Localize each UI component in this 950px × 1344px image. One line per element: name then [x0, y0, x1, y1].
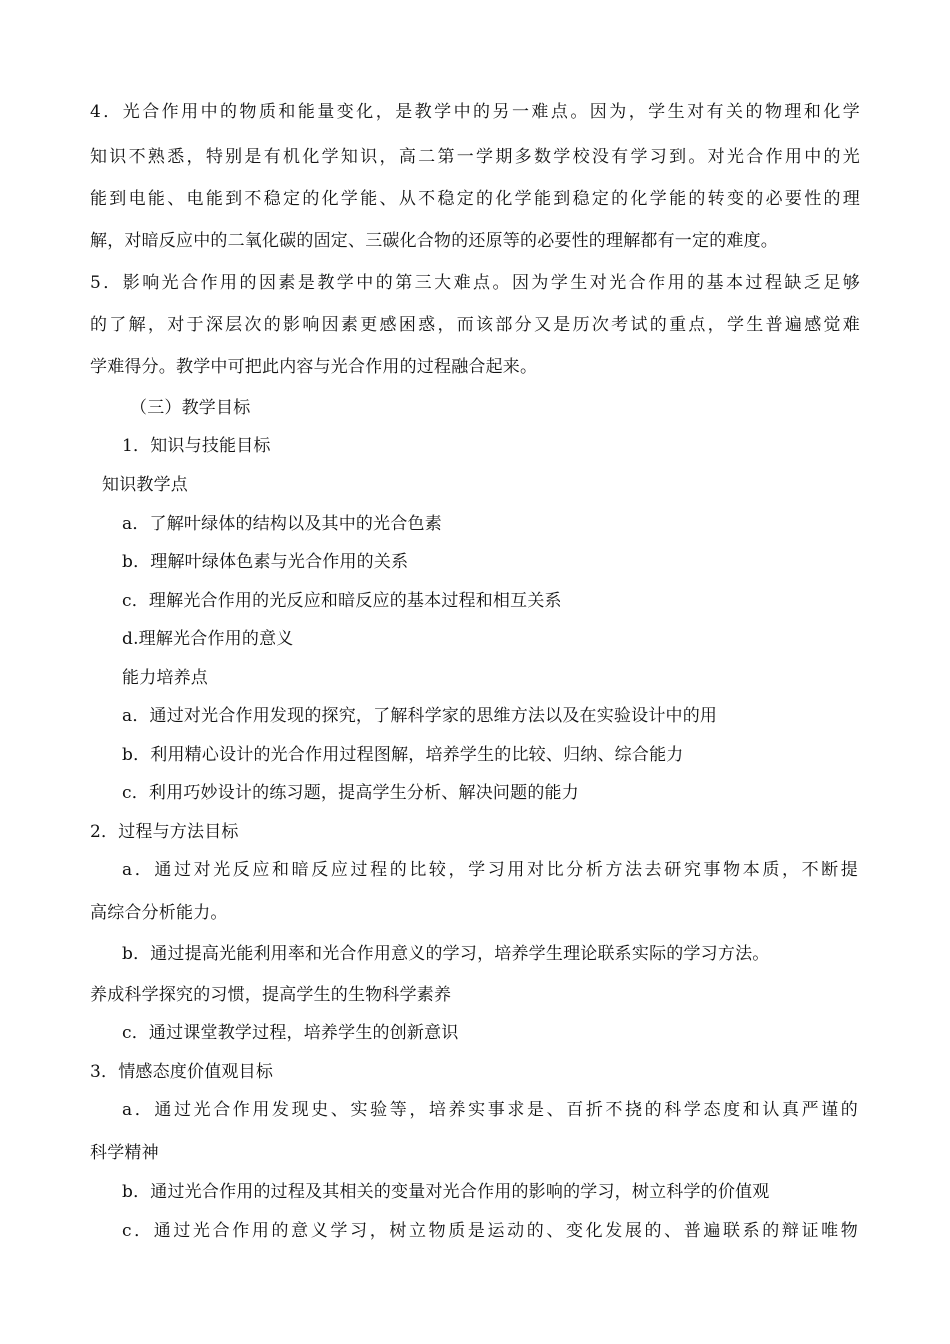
list-item-continuation: 高综合分析能力。 [90, 903, 228, 923]
list-item: a．通过对光反应和暗反应过程的比较，学习用对比分析方法去研究事物本质，不断提 [122, 860, 858, 880]
paragraph-line: 学难得分。教学中可把此内容与光合作用的过程融合起来。 [90, 357, 538, 377]
category-label: 知识教学点 [102, 475, 188, 495]
paragraph-line: 的了解，对于深层次的影响因素更感困惑，而该部分又是历次考试的重点，学生普遍感觉难 [90, 315, 860, 335]
list-item: c．通过课堂教学过程，培养学生的创新意识 [122, 1023, 459, 1043]
list-item-continuation: 养成科学探究的习惯，提高学生的生物科学素养 [90, 985, 452, 1005]
list-item: b．理解叶绿体色素与光合作用的关系 [122, 552, 409, 572]
list-item: a．通过对光合作用发现的探究，了解科学家的思维方法以及在实验设计中的用 [122, 706, 718, 726]
list-item: a．了解叶绿体的结构以及其中的光合色素 [122, 514, 442, 534]
list-item-continuation: 科学精神 [90, 1143, 159, 1163]
list-item: b．通过光合作用的过程及其相关的变量对光合作用的影响的学习，树立科学的价值观 [122, 1182, 770, 1202]
list-item: c．通过光合作用的意义学习，树立物质是运动的、变化发展的、普遍联系的辩证唯物 [122, 1221, 858, 1241]
list-item: a．通过光合作用发现史、实验等，培养实事求是、百折不挠的科学态度和认真严谨的 [122, 1100, 858, 1120]
list-item: c．利用巧妙设计的练习题，提高学生分析、解决问题的能力 [122, 783, 579, 803]
paragraph-line: 能到电能、电能到不稳定的化学能、从不稳定的化学能到稳定的化学能的转变的必要性的理 [90, 189, 860, 209]
subsection-heading: 2．过程与方法目标 [90, 822, 239, 842]
paragraph-line: 解，对暗反应中的二氧化碳的固定、三碳化合物的还原等的必要性的理解都有一定的难度。 [90, 231, 778, 251]
list-item: c．理解光合作用的光反应和暗反应的基本过程和相互关系 [122, 591, 562, 611]
list-item: b．通过提高光能利用率和光合作用意义的学习，培养学生理论联系实际的学习方法。 [122, 944, 770, 964]
subsection-heading: 3．情感态度价值观目标 [90, 1062, 274, 1082]
category-label: 能力培养点 [122, 668, 208, 688]
list-item: b．利用精心设计的光合作用过程图解，培养学生的比较、归纳、综合能力 [122, 745, 684, 765]
paragraph-line: 知识不熟悉，特别是有机化学知识，高二第一学期多数学校没有学习到。对光合作用中的光 [90, 147, 860, 167]
subsection-heading: 1．知识与技能目标 [122, 436, 271, 456]
section-heading: （三）教学目标 [130, 398, 251, 418]
list-item: d.理解光合作用的意义 [122, 629, 294, 649]
paragraph-line: 4．光合作用中的物质和能量变化，是教学中的另一难点。因为，学生对有关的物理和化学 [90, 102, 860, 122]
paragraph-line: 5．影响光合作用的因素是教学中的第三大难点。因为学生对光合作用的基本过程缺乏足够 [90, 273, 860, 293]
